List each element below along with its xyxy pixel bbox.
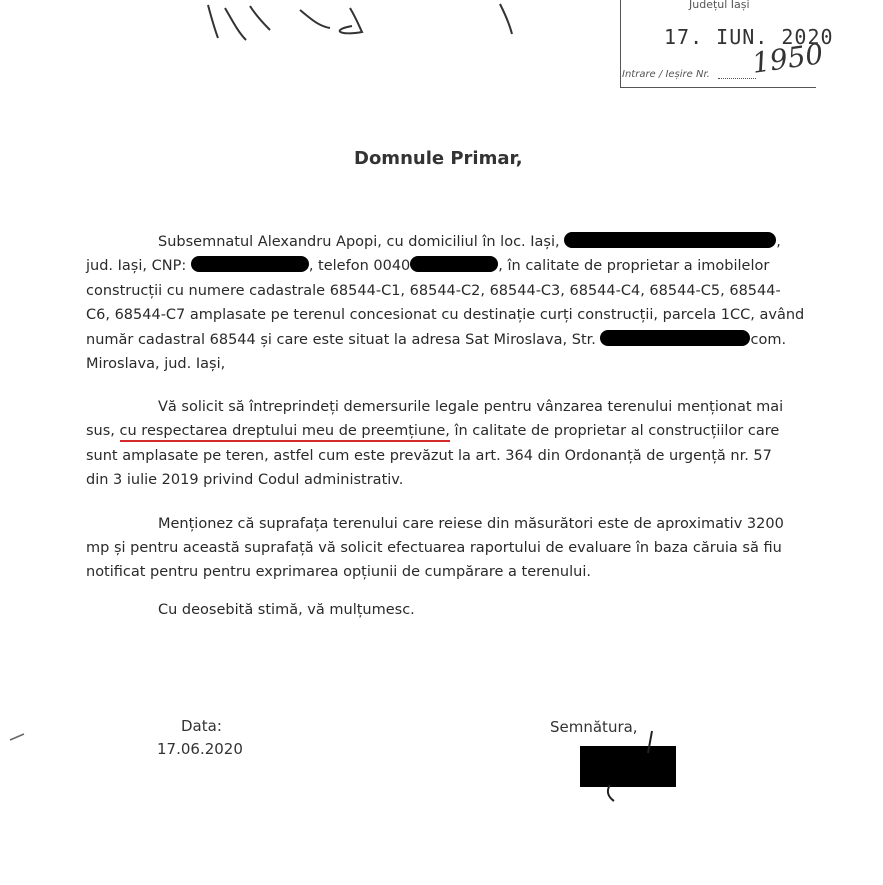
p1-l5a: număr cadastral 68544 și care este situat la adresa Sat Miroslava, Str. <box>86 332 596 348</box>
date-label: Data: <box>181 717 222 735</box>
signature-label: Semnătura, <box>550 718 638 736</box>
p2-l2b: în calitate de proprietar al construcțiilor care <box>454 423 780 439</box>
p1-l1-text: Subsemnatul Alexandru Apopi, cu domiciliul în loc. Iași, <box>158 234 560 250</box>
margin-mark <box>8 730 28 742</box>
signature-stroke <box>600 725 660 805</box>
p1-line4: C6, 68544-C7 amplasate pe terenul concesionat cu destinație curți construcții, parcela 1CC, având <box>86 307 805 323</box>
p3-line1: Menționez că suprafața terenului care reiese din măsurători este de aproximativ 3200 <box>158 516 784 532</box>
stamp-county: Județul Iași <box>689 0 750 11</box>
p1-l2a: jud. Iași, CNP: <box>86 258 187 274</box>
p2-line3: sunt amplasate pe teren, astfel cum este prevăzut la art. 364 din Ordonanță de urgență nr. 57 <box>86 448 772 464</box>
stamp-dotted-line <box>718 78 756 79</box>
p1-line3: construcții cu numere cadastrale 68544-C1, 68544-C2, 68544-C3, 68544-C4, 68544-C5, 68544- <box>86 283 781 299</box>
p2-l2a: sus, <box>86 423 115 439</box>
redacted-cnp <box>191 256 309 272</box>
p1-l1-end: , <box>776 234 781 250</box>
p1-line2 <box>86 255 769 277</box>
p2-line4: din 3 iulie 2019 privind Codul administrativ. <box>86 472 404 488</box>
closing: Cu deosebită stimă, vă mulțumesc. <box>158 602 415 618</box>
p2-underlined-phrase: cu respectarea dreptului meu de preemțiune, <box>120 423 450 442</box>
p1-l5b: com. <box>750 332 787 348</box>
p1-l2c: , în calitate de proprietar a imobilelor <box>498 258 770 274</box>
p3-line2: mp și pentru această suprafață vă solicit efectuarea raportului de evaluare în baza căruia să fiu <box>86 540 782 556</box>
p2-line2 <box>86 420 779 442</box>
p2-line1: Vă solicit să întreprindeți demersurile legale pentru vânzarea terenului menționat mai <box>158 399 784 415</box>
redacted-address <box>564 232 776 248</box>
redacted-phone <box>410 256 498 272</box>
p1-line6: Miroslava, jud. Iași, <box>86 356 226 372</box>
p3-line3: notificat pentru pentru exprimarea opțiunii de cumpărare a terenului. <box>86 564 591 580</box>
p1-line5 <box>86 329 786 351</box>
salutation: Domnule Primar, <box>354 148 523 169</box>
stamp-date: 17. IUN. 2020 <box>664 25 834 49</box>
stamp-registry-label: Intrare / Ieșire Nr. <box>622 69 710 80</box>
p1-line1 <box>158 231 781 253</box>
redacted-street <box>600 330 750 346</box>
date-value: 17.06.2020 <box>157 740 243 758</box>
handwriting-scribble <box>0 0 560 50</box>
p1-l2b: , telefon 0040 <box>308 258 411 274</box>
stamp-registration-number: 1950 <box>750 37 826 80</box>
